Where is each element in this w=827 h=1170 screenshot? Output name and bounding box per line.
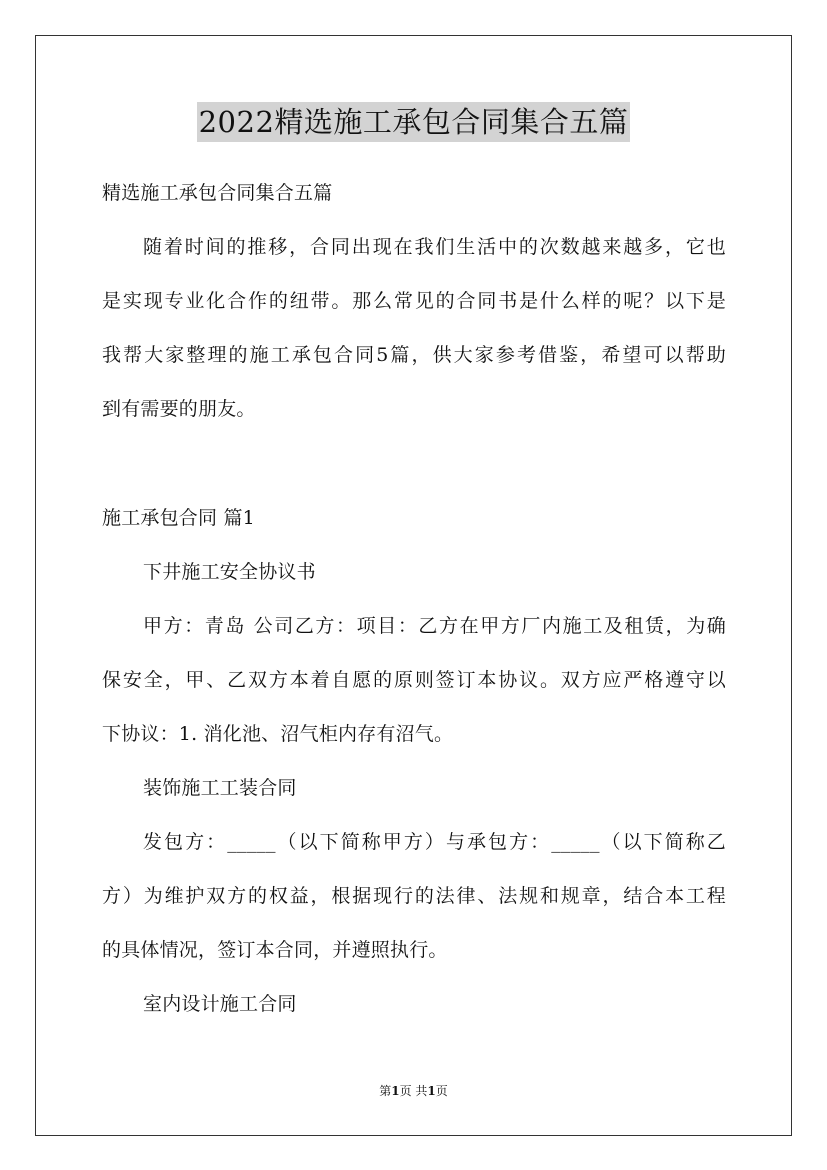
footer-page-mid: 页 共: [399, 1084, 428, 1098]
footer-page-total: 1: [427, 1084, 436, 1098]
item1-body-line-3: 下协议：1. 消化池、沼气柜内存有沼气。: [102, 723, 454, 745]
intro-line-1: 随着时间的推移，合同出现在我们生活中的次数越来越多，它也: [143, 236, 726, 258]
item1-body-line-2: 保安全，甲、乙双方本着自愿的原则签订本协议。双方应严格遵守以: [102, 669, 726, 691]
item2-body-line-2: 方）为维护双方的权益，根据现行的法律、法规和规章，结合本工程: [102, 885, 726, 907]
section-heading: 施工承包合同 篇1: [102, 507, 255, 529]
intro-line-2: 是实现专业化合作的纽带。那么常见的合同书是什么样的呢？以下是: [102, 290, 726, 312]
title-container: [0, 102, 827, 142]
footer-page-number: 1: [391, 1084, 400, 1098]
item1-body-line-1: 甲方：青岛 公司乙方：项目：乙方在甲方厂内施工及租赁，为确: [143, 615, 726, 637]
item1-title: 下井施工安全协议书: [143, 561, 316, 583]
intro-line-4: 到有需要的朋友。: [102, 398, 256, 420]
footer-page-suffix: 页: [435, 1084, 448, 1098]
item3-title: 室内设计施工合同: [143, 993, 297, 1015]
intro-line-3: 我帮大家整理的施工承包合同5篇，供大家参考借鉴，希望可以帮助: [102, 344, 726, 366]
document-subtitle: 精选施工承包合同集合五篇: [102, 182, 333, 204]
document-title: 2022精选施工承包合同集合五篇: [197, 102, 631, 142]
item2-title: 装饰施工工装合同: [143, 777, 297, 799]
item2-body-line-3: 的具体情况，签订本合同，并遵照执行。: [102, 939, 448, 961]
item2-body-line-1: 发包方：_____（以下简称甲方）与承包方：_____（以下简称乙: [143, 831, 726, 853]
page-footer: [0, 1083, 827, 1099]
footer-page-prefix: 第: [379, 1084, 392, 1098]
